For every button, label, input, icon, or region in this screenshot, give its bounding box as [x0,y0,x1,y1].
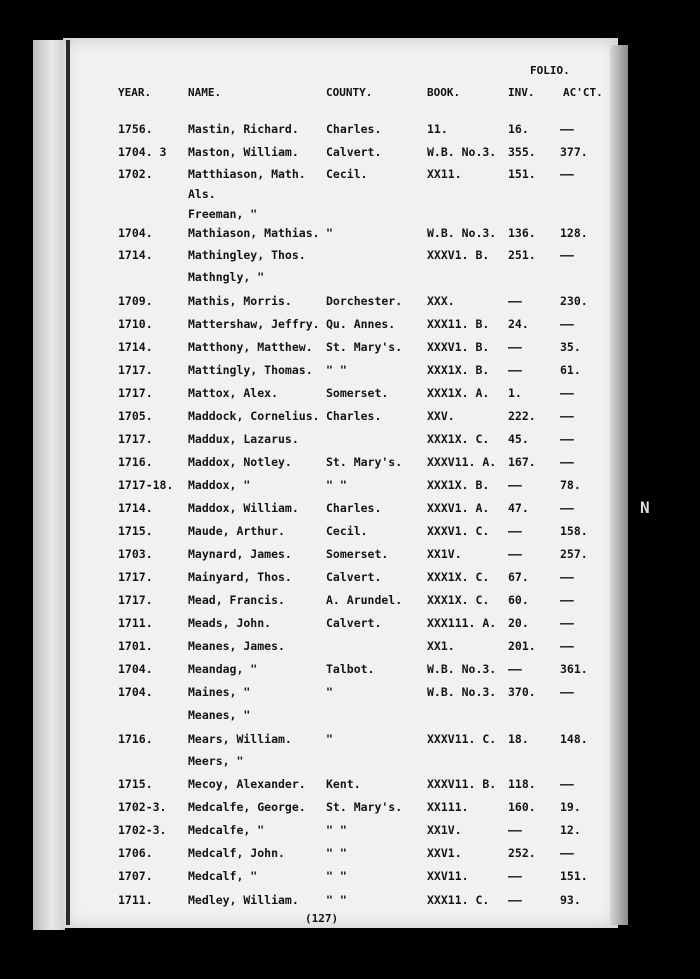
cell-year: 1704. [118,662,153,676]
header-county: COUNTY. [326,86,373,99]
cell-name: Mastin, Richard. [188,122,299,136]
table-row [0,294,700,314]
cell-name: Mead, Francis. [188,593,285,607]
cell-book: XXXV1. A. [427,501,490,515]
cell-name: Maston, William. [188,145,299,159]
cell-book: W.B. No.3. [427,662,497,676]
cell-name: Medley, William. [188,893,299,907]
cell-county: Cecil. [326,167,368,181]
table-row [0,409,700,429]
folio-label: FOLIO. [530,64,570,77]
cell-inv: —— [508,294,522,308]
cell-year: 1714. [118,248,153,262]
cell-book: XXXV11. A. [427,455,497,469]
cell-inv: 160. [508,800,536,814]
table-row [0,800,700,820]
table-row [0,317,700,337]
cell-book: XX111. [427,800,469,814]
cell-book: XXV11. [427,869,469,883]
cell-year: 1705. [118,409,153,423]
header-inv: INV. [508,86,535,99]
cell-book: XX1V. [427,547,462,561]
cell-acct: 151. [560,869,588,883]
cell-acct: —— [560,167,574,181]
table-row [0,893,700,913]
table-row [0,732,700,752]
cell-name: Mathiason, Mathias. [188,226,320,240]
cell-inv: 222. [508,409,536,423]
cell-inv: 1. [508,386,522,400]
cell-acct: 93. [560,893,581,907]
cell-book: XXX11. B. [427,317,490,331]
cell-book: XX1V. [427,823,462,837]
cell-acct: 148. [560,732,588,746]
cell-county: Calvert. [326,616,382,630]
table-row [0,823,700,843]
cell-inv: 67. [508,570,529,584]
cell-name: Maddox, " [188,478,251,492]
cell-county: " " [326,478,347,492]
cell-year: 1717-18. [118,478,174,492]
cell-name: Medcalfe, George. [188,800,306,814]
table-row [0,708,700,728]
cell-year: 1717. [118,386,153,400]
cell-name: Mecoy, Alexander. [188,777,306,791]
cell-inv: 47. [508,501,529,515]
cell-acct: 61. [560,363,581,377]
cell-county: " [326,226,333,240]
cell-acct: —— [560,432,574,446]
cell-book: 11. [427,122,448,136]
cell-inv: 20. [508,616,529,630]
cell-book: XXX1X. C. [427,432,490,446]
cell-year: 1701. [118,639,153,653]
cell-inv: —— [508,340,522,354]
cell-inv: 251. [508,248,536,262]
cell-book: XXX1X. A. [427,386,490,400]
cell-county: Somerset. [326,386,389,400]
cell-year: 1702-3. [118,800,167,814]
cell-name: Als. [188,187,216,201]
table-row [0,432,700,452]
cell-book: XXXV1. B. [427,340,490,354]
cell-book: XXXV1. B. [427,248,490,262]
cell-book: XXXV11. B. [427,777,497,791]
table-row [0,593,700,613]
cell-inv: 60. [508,593,529,607]
cell-year: 1702-3. [118,823,167,837]
cell-county: Charles. [326,501,382,515]
header-acct: AC'CT. [563,86,603,99]
cell-year: 1714. [118,340,153,354]
cell-book: XXX11. C. [427,893,490,907]
cell-inv: —— [508,478,522,492]
cell-name: Mattox, Alex. [188,386,279,400]
cell-inv: 201. [508,639,536,653]
cell-name: Freeman, " [188,207,258,221]
cell-county: St. Mary's. [326,455,403,469]
cell-acct: —— [560,777,574,791]
cell-year: 1704. [118,226,153,240]
cell-name: Meads, John. [188,616,272,630]
cell-name: Medcalfe, " [188,823,265,837]
margin-mark: N [640,498,650,517]
cell-name: Maines, " [188,685,251,699]
table-row [0,501,700,521]
cell-year: 1717. [118,570,153,584]
cell-acct: —— [560,409,574,423]
cell-name: Maddox, Notley. [188,455,292,469]
cell-inv: —— [508,869,522,883]
cell-inv: 118. [508,777,536,791]
cell-book: XX1. [427,639,455,653]
table-row [0,685,700,705]
cell-county: Dorchester. [326,294,403,308]
cell-acct: 361. [560,662,588,676]
cell-name: Meanes, " [188,708,251,722]
cell-book: XXX1X. C. [427,593,490,607]
cell-book: W.B. No.3. [427,685,497,699]
cell-year: 1711. [118,616,153,630]
table-row [0,478,700,498]
cell-book: XXXV1. C. [427,524,490,538]
header-year: YEAR. [118,86,152,99]
cell-inv: 370. [508,685,536,699]
table-row [0,869,700,889]
cell-county: St. Mary's. [326,800,403,814]
cell-year: 1715. [118,777,153,791]
cell-name: Meandag, " [188,662,258,676]
cell-inv: 167. [508,455,536,469]
table-row [0,187,700,207]
cell-inv: 151. [508,167,536,181]
cell-name: Maddux, Lazarus. [188,432,299,446]
cell-name: Matthony, Matthew. [188,340,313,354]
cell-acct: —— [560,317,574,331]
cell-year: 1711. [118,893,153,907]
table-row [0,270,700,290]
cell-name: Maddock, Cornelius. [188,409,320,423]
cell-acct: —— [560,639,574,653]
cell-book: XXV1. [427,846,462,860]
cell-inv: —— [508,893,522,907]
cell-name: Medcalf, John. [188,846,285,860]
cell-county: " [326,732,333,746]
cell-year: 1714. [118,501,153,515]
cell-book: XXX1X. B. [427,478,490,492]
cell-name: Meanes, James. [188,639,285,653]
header-book: BOOK. [427,86,461,99]
cell-year: 1716. [118,732,153,746]
cell-acct: —— [560,248,574,262]
table-row [0,639,700,659]
table-row [0,207,700,227]
cell-county: Calvert. [326,145,382,159]
table-row [0,145,700,165]
cell-name: Matthiason, Math. [188,167,306,181]
cell-book: XXXV11. C. [427,732,497,746]
cell-acct: 377. [560,145,588,159]
cell-name: Mainyard, Thos. [188,570,292,584]
cell-county: " [326,685,333,699]
table-row [0,754,700,774]
table-row [0,547,700,567]
table-row [0,340,700,360]
cell-acct: —— [560,570,574,584]
table-row [0,846,700,866]
cell-county: Qu. Annes. [326,317,396,331]
table-row [0,248,700,268]
cell-county: Somerset. [326,547,389,561]
cell-name: Mathis, Morris. [188,294,292,308]
cell-inv: 24. [508,317,529,331]
cell-year: 1710. [118,317,153,331]
cell-book: XXX1X. B. [427,363,490,377]
header-name: NAME. [188,86,222,99]
cell-name: Mathngly, " [188,270,265,284]
table-row [0,662,700,682]
cell-inv: 18. [508,732,529,746]
cell-inv: 16. [508,122,529,136]
cell-book: XX11. [427,167,462,181]
cell-county: " " [326,363,347,377]
cell-acct: 35. [560,340,581,354]
table-row [0,570,700,590]
cell-inv: —— [508,823,522,837]
table-row [0,386,700,406]
cell-year: 1707. [118,869,153,883]
cell-acct: —— [560,386,574,400]
cell-book: W.B. No.3. [427,145,497,159]
cell-name: Maddox, William. [188,501,299,515]
cell-year: 1704. [118,685,153,699]
cell-county: Calvert. [326,570,382,584]
cell-inv: 136. [508,226,536,240]
table-row [0,363,700,383]
cell-year: 1703. [118,547,153,561]
cell-book: XXV. [427,409,455,423]
cell-name: Mathingley, Thos. [188,248,306,262]
cell-inv: —— [508,524,522,538]
cell-acct: 230. [560,294,588,308]
cell-book: W.B. No.3. [427,226,497,240]
cell-acct: 12. [560,823,581,837]
cell-county: Kent. [326,777,361,791]
page-number: (127) [305,912,339,925]
cell-book: XXX1X. C. [427,570,490,584]
cell-year: 1716. [118,455,153,469]
cell-county: " " [326,846,347,860]
cell-inv: —— [508,363,522,377]
table-row [0,122,700,142]
cell-county: Charles. [326,122,382,136]
cell-acct: 128. [560,226,588,240]
cell-acct: 158. [560,524,588,538]
cell-county: Charles. [326,409,382,423]
cell-year: 1702. [118,167,153,181]
cell-county: Cecil. [326,524,368,538]
cell-name: Meers, " [188,754,244,768]
cell-county: Talbot. [326,662,375,676]
cell-year: 1709. [118,294,153,308]
cell-acct: —— [560,593,574,607]
cell-inv: —— [508,547,522,561]
cell-county: " " [326,869,347,883]
cell-year: 1704. 3 [118,145,167,159]
cell-name: Maude, Arthur. [188,524,285,538]
cell-name: Mattingly, Thomas. [188,363,313,377]
cell-county: " " [326,893,347,907]
cell-county: A. Arundel. [326,593,403,607]
table-row [0,616,700,636]
table-row [0,226,700,246]
cell-name: Maynard, James. [188,547,292,561]
table-row [0,167,700,187]
cell-acct: 78. [560,478,581,492]
cell-acct: —— [560,846,574,860]
table-row [0,777,700,797]
cell-year: 1717. [118,593,153,607]
cell-year: 1717. [118,432,153,446]
cell-year: 1756. [118,122,153,136]
cell-acct: —— [560,685,574,699]
cell-year: 1717. [118,363,153,377]
cell-inv: —— [508,662,522,676]
cell-name: Mears, William. [188,732,292,746]
cell-acct: —— [560,501,574,515]
table-row [0,524,700,544]
cell-book: XXX. [427,294,455,308]
cell-acct: —— [560,455,574,469]
cell-book: XXX111. A. [427,616,497,630]
cell-inv: 355. [508,145,536,159]
cell-county: " " [326,823,347,837]
cell-inv: 45. [508,432,529,446]
cell-acct: 19. [560,800,581,814]
cell-name: Medcalf, " [188,869,258,883]
cell-county: St. Mary's. [326,340,403,354]
cell-acct: —— [560,616,574,630]
table-row [0,455,700,475]
cell-acct: 257. [560,547,588,561]
cell-inv: 252. [508,846,536,860]
cell-acct: —— [560,122,574,136]
cell-year: 1715. [118,524,153,538]
cell-name: Mattershaw, Jeffry. [188,317,320,331]
cell-year: 1706. [118,846,153,860]
